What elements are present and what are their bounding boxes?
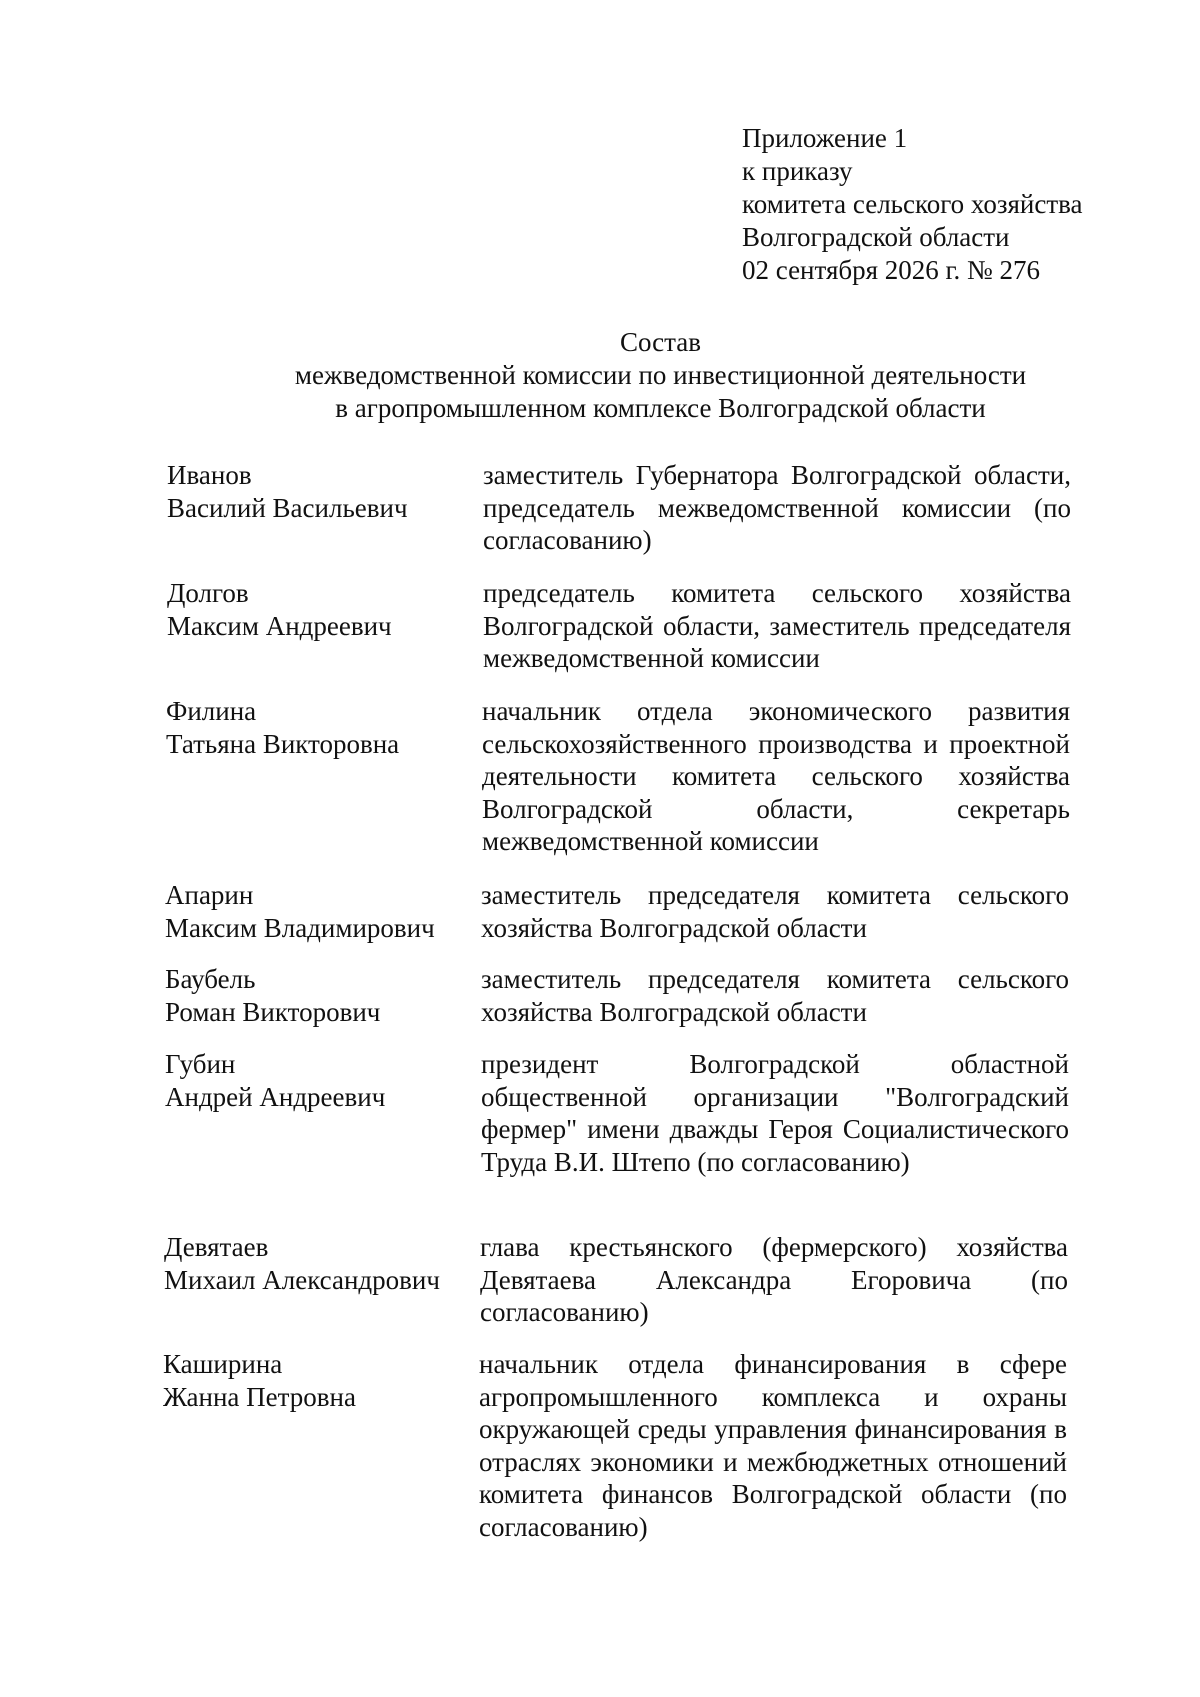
member-given-names: Максим Владимирович (165, 912, 435, 943)
member-surname: Филина (166, 696, 257, 726)
member-surname: Баубель (165, 964, 256, 994)
document-title (0, 326, 1200, 425)
appendix-line: комитета сельского хозяйства (742, 189, 1083, 219)
member-name (163, 1348, 356, 1413)
appendix-line: Волгоградской области (742, 222, 1010, 252)
title-line: Состав (619, 327, 702, 357)
member-position: глава крестьянского (фермерского) хозяйства Девятаева Александра Егоровича (по согласованию) (480, 1232, 1068, 1328)
member-surname: Каширина (163, 1349, 283, 1379)
member-surname: Апарин (165, 880, 254, 910)
member-surname: Иванов (167, 460, 252, 490)
member-name (165, 1048, 385, 1113)
member-name (166, 695, 399, 760)
appendix-line: 02 сентября 2026 г. № 276 (742, 255, 1041, 285)
member-given-names: Василий Васильевич (167, 492, 408, 523)
appendix-header (742, 122, 1083, 287)
member-name (165, 963, 380, 1028)
member-position: заместитель Губернатора Волгоградской области, председатель межведомственной комиссии (по согласованию) (483, 460, 1071, 556)
member-position: заместитель председателя комитета сельского хозяйства Волгоградской области (481, 964, 1069, 1027)
member-given-names: Жанна Петровна (163, 1381, 356, 1412)
member-position: начальник отдела финансирования в сфере агропромышленного комплекса и охраны окружающей среды управления финансирования в отраслях экономики и межбюджетных отношений комитета финансов Волгоградской области (по согласованию) (479, 1349, 1067, 1542)
member-position: заместитель председателя комитета сельского хозяйства Волгоградской области (481, 880, 1069, 943)
appendix-line: Приложение 1 (742, 123, 908, 153)
title-line: в агропромышленном комплексе Волгоградской области (335, 393, 986, 423)
member-surname: Долгов (167, 578, 249, 608)
member-surname: Губин (165, 1049, 236, 1079)
member-name (167, 459, 408, 524)
member-given-names: Михаил Александрович (164, 1264, 440, 1295)
member-position: президент Волгоградской областной общественной организации "Волгоградский фермер" имени дважды Героя Социалистического Труда В.И. Штепо (по согласованию) (481, 1049, 1069, 1177)
member-name (164, 1231, 440, 1296)
member-given-names: Роман Викторович (165, 996, 381, 1027)
member-position: председатель комитета сельского хозяйства Волгоградской области, заместитель председателя межведомственной комиссии (483, 578, 1071, 674)
member-given-names: Андрей Андреевич (165, 1081, 386, 1112)
title-line: межведомственной комиссии по инвестиционной деятельности (294, 360, 1027, 390)
member-given-names: Максим Андреевич (167, 610, 392, 641)
appendix-line: к приказу (742, 156, 853, 186)
member-name (167, 577, 392, 642)
member-name (165, 879, 435, 944)
member-surname: Девятаев (164, 1232, 269, 1262)
member-position: начальник отдела экономического развития сельскохозяйственного производства и проектной деятельности комитета сельского хозяйства Волгоградской области, секретарь межведомственной комиссии (482, 696, 1070, 857)
member-given-names: Татьяна Викторовна (166, 728, 400, 759)
